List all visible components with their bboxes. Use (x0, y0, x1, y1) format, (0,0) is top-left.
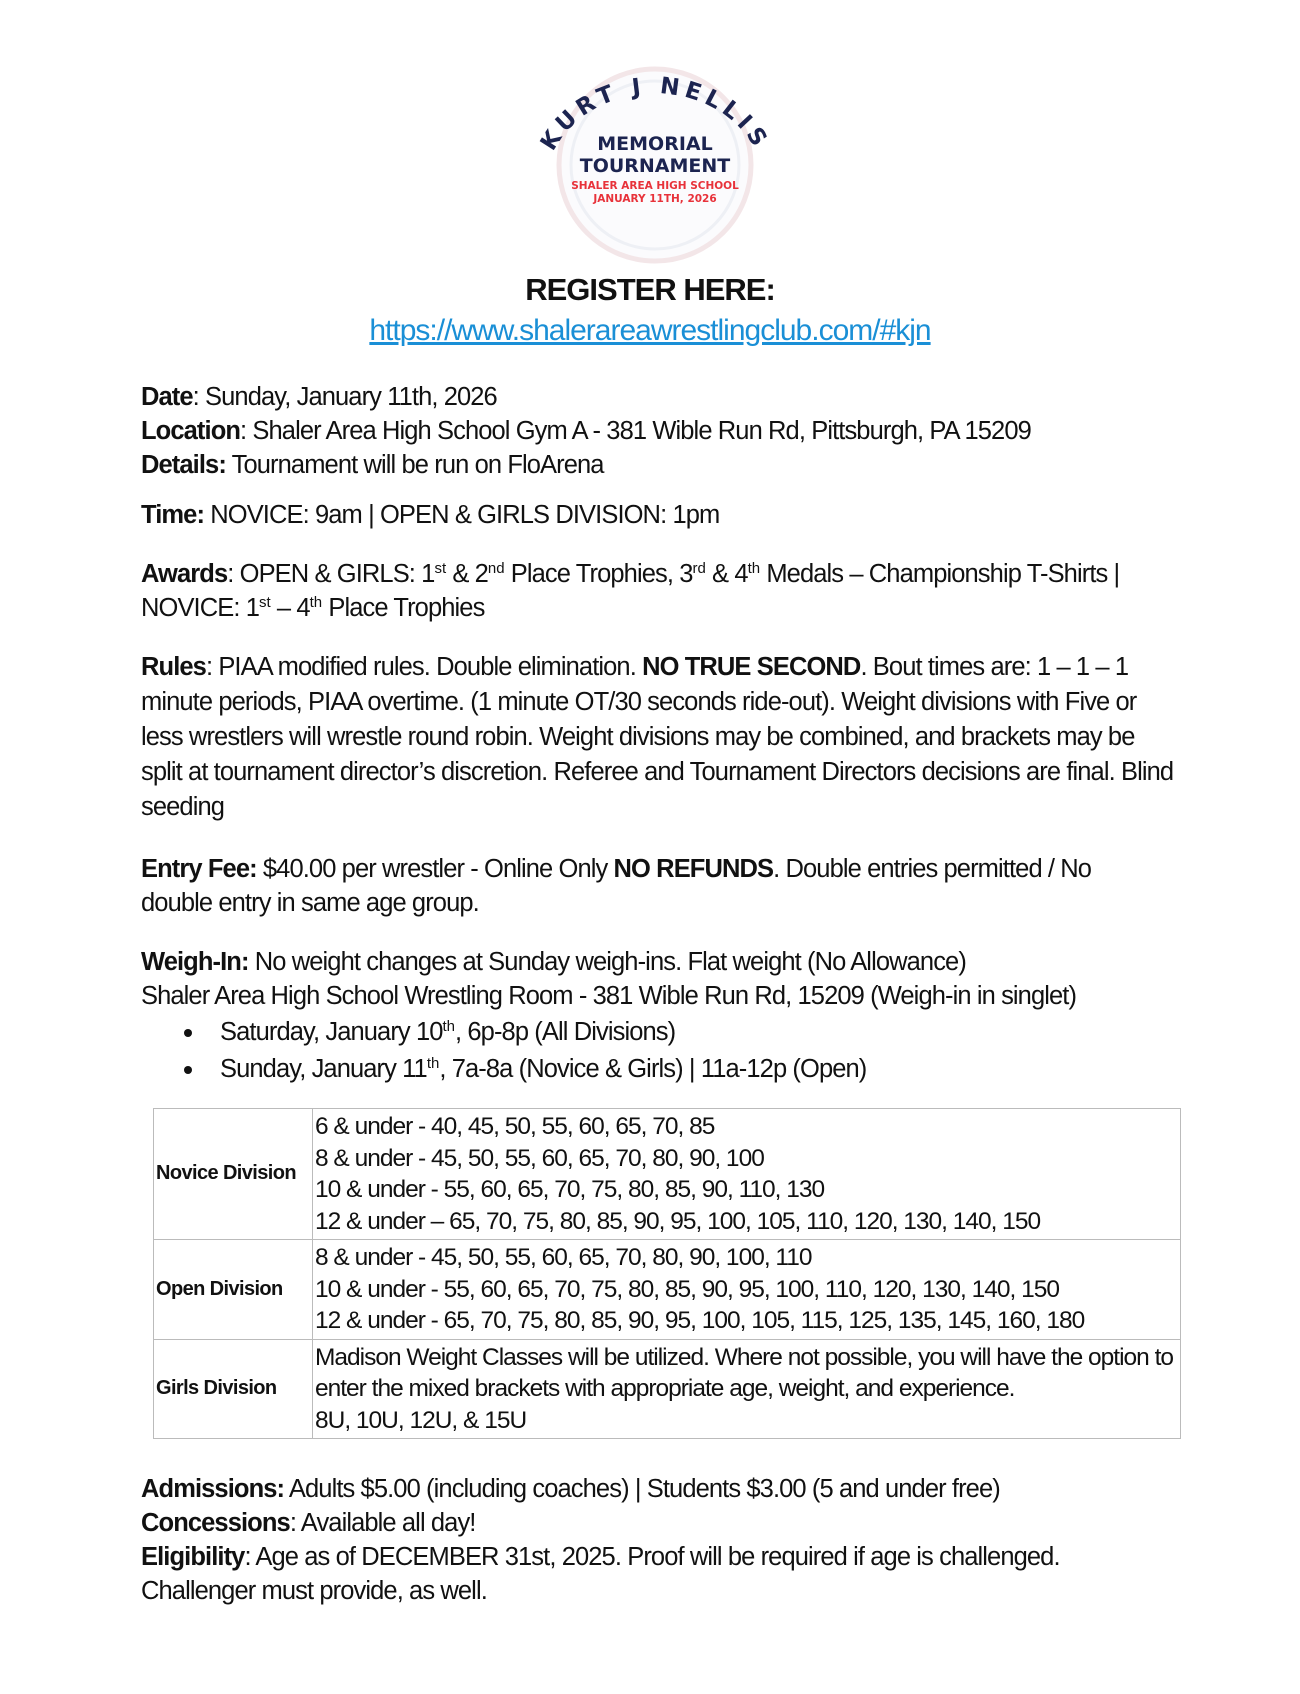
concessions-line: Concessions: Available all day! (141, 1509, 476, 1537)
weigh-in-section (141, 945, 1201, 1086)
awards-section: Awards: OPEN & GIRLS: 1st & 2nd Place Trophies, 3rd & 4th Medals – Championship T-Shirts | NOVICE: 1st – 4th Place Trophies (141, 560, 1120, 622)
tournament-logo (530, 60, 780, 270)
eligibility-line: Eligibility: Age as of DECEMBER 31st, 2025. Proof will be required if age is challenged. Challenger must provide, as well. (141, 1543, 1060, 1605)
division-name: Novice Division (154, 1109, 313, 1240)
logo-school: SHALER AREA HIGH SCHOOL (571, 180, 739, 192)
details-line: Details: Tournament will be run on FloArena (141, 451, 604, 479)
date-line: Date: Sunday, January 11th, 2026 (141, 383, 497, 411)
location-line: Location: Shaler Area High School Gym A - 381 Wible Run Rd, Pittsburgh, PA 15209 (141, 417, 1031, 445)
register-link[interactable]: https://www.shalerareawrestlingclub.com/#kjn (369, 314, 931, 347)
weigh-in-line: Weigh-In: No weight changes at Sunday weigh-ins. Flat weight (No Allowance) (141, 948, 966, 976)
footer-info (141, 1472, 1151, 1608)
admissions-line: Admissions: Adults $5.00 (including coaches) | Students $3.00 (5 and under free) (141, 1475, 1000, 1503)
divisions-table (153, 1108, 1181, 1439)
logo-date: JANUARY 11TH, 2026 (593, 193, 717, 205)
division-weights: Madison Weight Classes will be utilized. Where not possible, you will have the option to enter the mixed brackets with appropriate age, weight, and experience. 8U, 10U, 12U, & 15U (313, 1339, 1181, 1439)
rules-section: Rules: PIAA modified rules. Double elimination. NO TRUE SECOND. Bout times are: 1 – 1 – 1 minute periods, PIAA overtime. (1 minute OT/30 seconds ride-out). Weight divisions with Five or less wrestlers will wrestle round robin. Weight divisions may be combined, and brackets may be split at tournament director’s discretion. Referee and Tournament Directors decisions are final. Blind seeding (141, 653, 1174, 821)
logo-memorial: MEMORIAL (597, 133, 713, 155)
logo-tournament: TOURNAMENT (579, 155, 731, 177)
time-line: Time: NOVICE: 9am | OPEN & GIRLS DIVISION: 1pm (141, 501, 720, 529)
list-item: Sunday, January 11th, 7a-8a (Novice & Girls) | 11a-12p (Open) (141, 1052, 1201, 1086)
division-weights: 8 & under - 45, 50, 55, 60, 65, 70, 80, 90, 100, 110 10 & under - 55, 60, 65, 70, 75, 80, 85, 90, 95, 100, 110, 120, 130, 140, 150 12 & under - 65, 70, 75, 80, 85, 90, 95, 100, 105, 115, 125, 135, 145, 160, 180 (313, 1240, 1181, 1340)
entry-fee-section: Entry Fee: $40.00 per wrestler - Online Only NO REFUNDS. Double entries permitted / No double entry in same age group. (141, 855, 1092, 917)
division-name: Open Division (154, 1240, 313, 1340)
weigh-in-times (141, 1015, 1201, 1086)
table-row (154, 1339, 1181, 1439)
division-weights: 6 & under - 40, 45, 50, 55, 60, 65, 70, 85 8 & under - 45, 50, 55, 60, 65, 70, 80, 90, 100 10 & under - 55, 60, 65, 70, 75, 80, 85, 90, 110, 130 12 & under – 65, 70, 75, 80, 85, 90, 95, 100, 105, 110, 120, 130, 140, 150 (313, 1109, 1181, 1240)
weigh-in-location: Shaler Area High School Wrestling Room - 381 Wible Run Rd, 15209 (Weigh-in in singlet) (141, 982, 1077, 1010)
event-info (141, 380, 1201, 482)
table-row (154, 1240, 1181, 1340)
logo-name: KURT J NELLIS (535, 73, 775, 156)
register-heading: REGISTER HERE: (525, 272, 775, 307)
list-item: Saturday, January 10th, 6p-8p (All Divisions) (141, 1015, 1201, 1049)
division-name: Girls Division (154, 1339, 313, 1439)
table-row (154, 1109, 1181, 1240)
